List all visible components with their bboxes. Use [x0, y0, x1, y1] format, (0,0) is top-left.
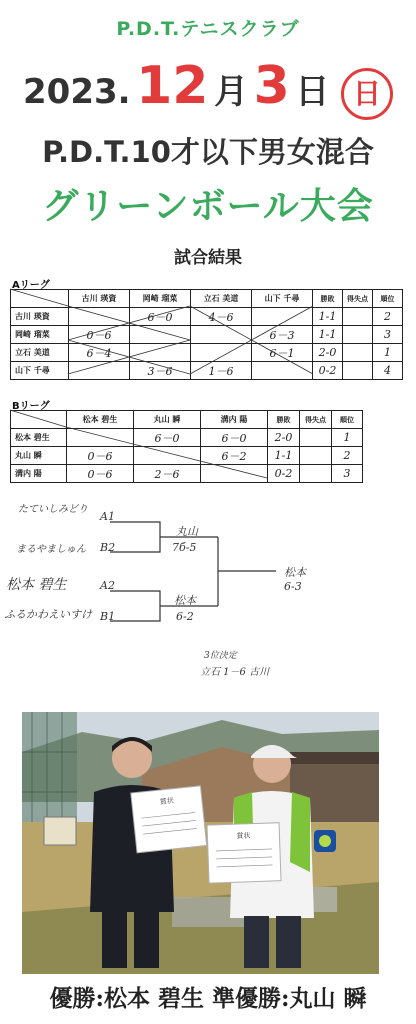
score-cell: 0－6 [67, 447, 134, 465]
event-title-line2: グリーンボール大会 [42, 186, 374, 227]
league-b-label: Bリーグ [12, 401, 50, 412]
column-header: 丸山 瞬 [134, 411, 201, 429]
bracket-seed: B2 [100, 541, 116, 554]
score-cell: 1－6 [191, 362, 252, 380]
record-cell: 1-1 [313, 308, 343, 326]
column-header: 溝内 陽 [201, 411, 268, 429]
column-header: 得失点 [343, 290, 373, 308]
score-cell: 0－6 [67, 465, 134, 483]
semi2-score: 6-2 [176, 610, 194, 623]
score-cell: 2－6 [134, 465, 201, 483]
bracket-player-3: 松本 碧生 [6, 577, 67, 593]
semi1-score: 7б-5 [172, 541, 197, 554]
date-month-unit: 月 [214, 72, 249, 112]
event-title-line1: P.D.T.10才以下男女混合 [42, 135, 374, 169]
record-cell: 2-0 [313, 344, 343, 362]
weekday-badge: 日 [341, 68, 393, 120]
score-cell: 6－0 [134, 429, 201, 447]
record-cell: 0-2 [313, 362, 343, 380]
record-cell: 0-2 [268, 465, 300, 483]
player-name: 岡崎 瑠菜 [11, 326, 69, 344]
score-cell: 6－4 [69, 344, 130, 362]
bracket-player-2: まるやましゅん [16, 544, 86, 555]
record-cell: 2-0 [268, 429, 300, 447]
award-photo [22, 712, 379, 974]
winners-caption: 優勝:松本 碧生 準優勝:丸山 瞬 [49, 985, 367, 1012]
bracket-seed: A1 [100, 510, 115, 523]
column-header: 岡崎 瑠菜 [130, 290, 191, 308]
record-cell: 1-1 [313, 326, 343, 344]
date-month: 12 [136, 56, 209, 116]
date-day: 3 [253, 56, 290, 116]
semi1-winner: 丸山 [176, 525, 198, 538]
player-name: 古川 瑛資 [11, 308, 69, 326]
bracket-seed: A2 [100, 579, 115, 592]
league-a-label: Aリーグ [12, 280, 50, 291]
column-header: 山下 千尋 [252, 290, 313, 308]
column-header: 勝敗 [268, 411, 300, 429]
column-header: 勝敗 [313, 290, 343, 308]
results-heading: 試合結果 [174, 248, 242, 268]
third-place-title: 3位決定 [204, 651, 237, 661]
score-cell: 0－6 [69, 326, 130, 344]
score-cell: 3－6 [130, 362, 191, 380]
score-cell: 4－6 [191, 308, 252, 326]
score-cell: 6－0 [130, 308, 191, 326]
club-name: P.D.T.テニスクラブ [116, 18, 300, 40]
column-header: 得失点 [300, 411, 332, 429]
date-year: 2023. [23, 72, 131, 112]
bracket-seed: B1 [100, 610, 116, 623]
player-name: 山下 千尋 [11, 362, 69, 380]
rank-cell: 3 [332, 465, 363, 483]
photo-scene [22, 712, 379, 974]
bracket-player-4: ふるかわえいすけ [4, 608, 92, 621]
player-name: 溝内 陽 [11, 465, 67, 483]
final-score: 6-3 [284, 580, 302, 593]
record-cell: 1-1 [268, 447, 300, 465]
certificate-text: 賞状 [159, 796, 175, 807]
final-winner: 松本 [284, 566, 306, 579]
player-name: 松本 碧生 [11, 429, 67, 447]
column-header: 古川 瑛資 [69, 290, 130, 308]
player-name: 丸山 瞬 [11, 447, 67, 465]
column-header: 立石 美道 [191, 290, 252, 308]
rank-cell: 2 [373, 308, 403, 326]
date-day-unit: 日 [295, 72, 330, 112]
column-header: 順位 [332, 411, 363, 429]
player-name: 立石 美道 [11, 344, 69, 362]
score-cell: 6－1 [252, 344, 313, 362]
semi2-winner: 松本 [174, 594, 196, 607]
score-cell: 6－2 [201, 447, 268, 465]
rank-cell: 3 [373, 326, 403, 344]
rank-cell: 1 [373, 344, 403, 362]
column-header: 松本 碧生 [67, 411, 134, 429]
rank-cell: 4 [373, 362, 403, 380]
column-header: 順位 [373, 290, 403, 308]
score-cell: 6－3 [252, 326, 313, 344]
bracket-player-1: たていしみどり [18, 504, 88, 515]
rank-cell: 2 [332, 447, 363, 465]
third-place-result: 立石 1－6 古川 [200, 667, 270, 678]
certificate-text: 賞状 [236, 831, 251, 841]
rank-cell: 1 [332, 429, 363, 447]
score-cell: 6－0 [201, 429, 268, 447]
